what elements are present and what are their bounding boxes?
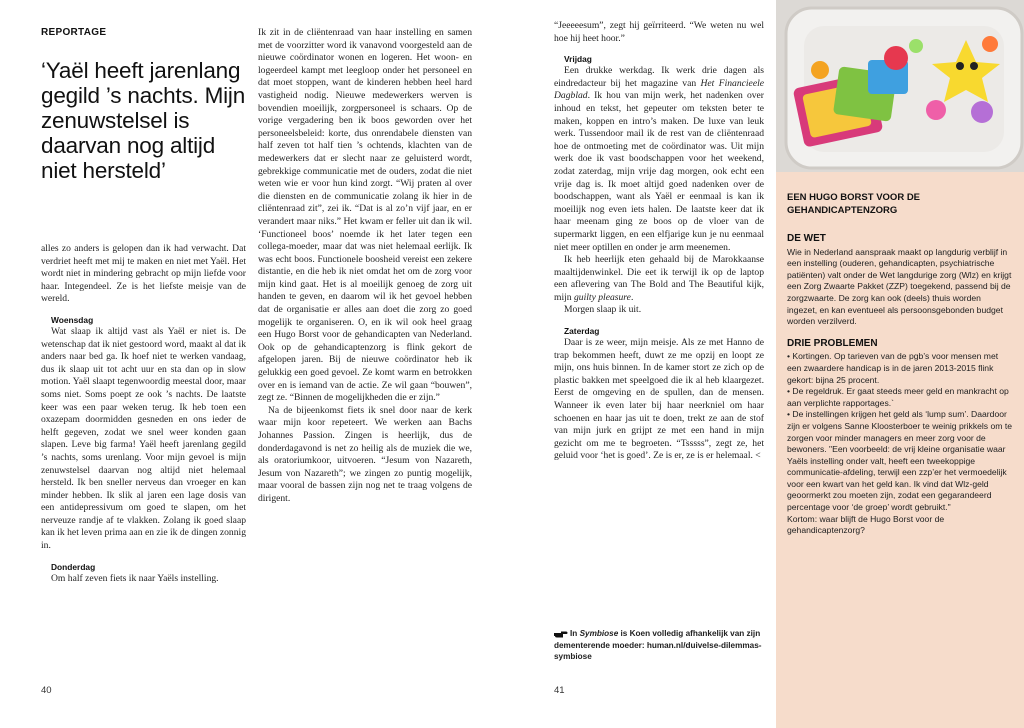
column-3 bbox=[554, 20, 764, 463]
footnote-prefix: In bbox=[570, 629, 580, 638]
pointing-hand-icon bbox=[554, 630, 568, 638]
paragraph: Om half zeven fiets ik naar Yaëls instelling. bbox=[51, 572, 219, 584]
section-label: REPORTAGE bbox=[41, 27, 107, 38]
sidebar-title: EEN HUGO BORST VOOR DE GEHANDICAPTENZORG bbox=[787, 192, 921, 216]
paragraph bbox=[554, 254, 764, 304]
photo-illustration bbox=[776, 0, 1024, 172]
sidebar-body bbox=[787, 233, 1012, 537]
headline: ‘Yaël heeft jarenlang gegild ’s nachts. Mijn zenuwstelsel is daarvan nog altijd niet hersteld’ bbox=[41, 58, 246, 183]
magazine-title: Het Financieele Dagblad bbox=[554, 77, 764, 102]
sidebar-heading-wet: DE WET bbox=[787, 233, 826, 244]
paragraph-text: . Ik hou van mijn werk, het nadenken over inhoud en tekst, het gepeuter om teksten beter te maken, koppen en intro’s maken. De luxe van leuk werk. Tussendoor mail ik de rest van de cliëntenraad hoe de ontmoeting met de coördinator was. Uit mijn werk doe ik vast boodschappen voor het weekend, zodat zaterdag, mijn vrije dag morgen, ook echt een vrije dag is. Ik moet altijd goed nadenken over de boodschappen, want als Yaël er eenmaal is kan ik moeilijk nog even iets halen. De laatste keer dat ik haar meenam ging ze boos op de vloer van de supermarkt liggen, en een elfjarige kun je nu eenmaal niet meer optillen en onder je arm meenemen. bbox=[554, 90, 764, 253]
sidebar-conclusion: Kortom: waar blijft de Hugo Borst voor de gehandicaptenzorg? bbox=[787, 513, 945, 536]
paragraph: Morgen slaap ik uit. bbox=[564, 304, 642, 316]
sidebar-heading-problemen: DRIE PROBLEMEN bbox=[787, 337, 878, 349]
paragraph: Ik zit in de cliëntenraad van haar instelling en samen met de voorzitter word ik vanavond voorgesteld aan de nieuwe coördinator wonen en logeren. Het woon- en logeerdeel kampt met leegloop onder het personeel en dat moet stoppen, want de kinderen hebben heel hard vastigheid nodig. Nieuwe medewerkers werven is bovendien moeilijk, zorgpersoneel is schaars. Op de vorige vergadering ben ik boos geworden over het personeelsbeleid: korte, dus onrendabele diensten van half zeven tot half tien ’s ochtends, klachten van de medewerkers dat er slecht naar ze geluisterd wordt, gebrekkige communicatie met de ouders, zodat die niet weten wie er voor hun kind zorgt. “Wij praten al over die diensten en de communicatie zolang ik hier in de cliëntenraad zit”, zei ik. “Dat is al zo’n vijf jaar, en er verandert maar niks.” Het kwam er feller uit dan ik wil. ‘Functioneel boos’ noemde ik het later tegen een collega-moeder, maar dat was niet helemaal eerlijk. Ik was echt boos. Functionele boosheid vereist een zekere distantie, en die heb ik niet omdat het om de zorg voor mijn kind gaat. Het is al moeilijk genoeg de zorg uit handen te geven, en daarom wil ik het gevoel hebben dat de organisatie er alles aan doet die zorg zo goed mogelijk te organiseren. O, en ik wil ook heel graag een Hugo Borst voor de gehandicapten van Nederland. Ook op de gehandicaptenzorg is flink gekort de afgelopen jaren. Bij de nieuwe coördinator heb ik gelukkig een goed gevoel. Ze komt warm en betrokken over en is iemand van de actie. Ze wil gaan “bouwen”, zegt ze. “Binnen de mogelijkheden die er zijn.” bbox=[258, 27, 472, 404]
footnote-title: Symbiose bbox=[579, 629, 619, 638]
subhead-woensdag: Woensdag bbox=[51, 314, 94, 325]
footnote-link-text[interactable]: is Koen volledig afhankelijk van zijn dementerende moeder: human.nl/duivelse-dilemmas-symbiose bbox=[554, 629, 762, 661]
sidebar-list-item: • Kortingen. Op tarieven van de pgb’s voor mensen met een zwaardere handicap is in de jaren 2013-2015 flink gekort: bijna 25 procent. bbox=[787, 351, 999, 385]
paragraph: alles zo anders is gelopen dan ik had verwacht. Dat verdriet heeft met mij te maken en niet met Yaël. Het wordt niet in mindering gebracht op mijn liefde voor haar. Integendeel. Ze is het liefste meisje van de wereld. bbox=[41, 243, 246, 305]
footnote bbox=[554, 628, 764, 663]
page-number-left: 40 bbox=[41, 685, 52, 696]
paragraph: Wat slaap ik altijd vast als Yaël er niet is. De wetenschap dat ik niet gestoord word, maakt al dat ik anders naar bed ga. Ik hoef niet te werken vandaag, dus ik slaap uit tot acht uur en sta dan op in slow motion. Yaël slaapt tegenwoordig meestal door, maar soms niet. Soms poept ze ook ’s nachts. De laatste keer was een paar weken terug. Ik heb toen een oxazepam doormidden gesneden en ons ieder de helft gegeven, zodat we snel weer konden gaan slapen. Leve big farma! Yaël heeft jarenlang gegild ’s nachts, soms urenlang. Voor mijn gevoel is mijn zenuwstelsel daarvan nog altijd niet helemaal hersteld. Ik ben sneller nerveus dan vroeger en kan minder hebben. Ik slik al jaren een lage dosis van een antidepressivum om goed te slapen, om het nerveuze randje af te vlakken. Zolang ik goed slaap kan ik het leven prima aan en zie ik de dingen zonnig in. bbox=[41, 325, 246, 552]
subhead-zaterdag: Zaterdag bbox=[564, 326, 600, 337]
paragraph bbox=[554, 65, 764, 254]
sidebar-list-item: • De instellingen krijgen het geld als ‘lump sum’. Daardoor zijn er volgens Sanne Kloosterboer te weinig prikkels om te zorgen voor minder managers en meer zorg voor de bewoners. "Een voorbeeld: de vrij kleine organisatie waar Yaëls instelling onder valt, heeft een tweekoppige communicatie-afdeling, terwijl een zzp’er het vermoedelijk voor een kwart van het geld kan. Ik vind dat Wlz-geld geoormerkt zou moeten zijn, zodat een gegarandeerd percentage voor ‘de groep’ wordt gebruikt." bbox=[787, 409, 1012, 513]
column-2 bbox=[258, 27, 472, 506]
subhead-vrijdag: Vrijdag bbox=[564, 54, 592, 65]
subhead-donderdag: Donderdag bbox=[51, 561, 96, 572]
emphasis: guilty pleasure bbox=[574, 291, 631, 303]
sidebar-paragraph: Wie in Nederland aanspraak maakt op langdurig verblijf in een instelling (ouderen, gehandicapten, psychiatrische patiënten) valt onder de Wet langdurige zorg (Wlz) en krijgt een Zorg Zwaarte Pakket (ZZP) toegekend, passend bij de zorgzwaarte. De zorg kan ook (deels) thuis worden ingezet, en kan eventueel als persoonsgebonden budget worden verzilverd. bbox=[787, 246, 1012, 327]
sidebar-list-item: • De regeldruk. Er gaat steeds meer geld en mankracht op aan verplichte rapportages.` bbox=[787, 386, 1009, 408]
paragraph-text: Ik heb heerlijk eten gehaald bij de Marokkaanse maaltijdenwinkel. Die eet ik terwijl ik op de laptop een aflevering van The Bold and The Beautiful kijk, mijn bbox=[554, 254, 764, 303]
paragraph: Daar is ze weer, mijn meisje. Als ze met Hanno de trap bekommen heeft, duwt ze me opzij en loopt ze mijn, ons huis binnen. In de kamer stort ze zich op de plastic bakken met speelgoed die ik al heb klaargezet. Eerst de omgeving en de spullen, dan de mensen. Wanneer ik even later bij haar neerkniel om haar schoenen en haar jas uit te doen, trekt ze aan de stof van mijn jurk en grijpt ze met een hand in mijn gezicht om me te begroeten. “Tsssss”, zegt ze, het geluid voor ‘het is goed’. Ze is er, ze is er helemaal. < bbox=[554, 337, 764, 462]
paragraph: Na de bijeenkomst fiets ik snel door naar de kerk waar mijn koor repeteert. We werken aan Bachs Johannes Passion. Zingen is heerlijk, dus de donderdagavond is net zo heilig als de muziek die we, als oratoriumkoor, uitvoeren. “Jesum von Nazareth, Jesum von Nazareth”; we zingen zo puntig mogelijk, maar vooral de bassen zijn nog net te traag volgens de dirigent. bbox=[258, 404, 472, 504]
paragraph-text: . bbox=[630, 291, 634, 303]
paragraph: “Jeeeeesum”, zegt hij geïrriteerd. “We weten nu wel hoe hij heet hoor.” bbox=[554, 20, 764, 44]
paragraph-text: Een drukke werkdag. Ik werk drie dagen als eindredacteur bij het magazine van bbox=[554, 65, 764, 89]
page-number-right: 41 bbox=[554, 685, 565, 696]
toy-basket-photo bbox=[776, 0, 1024, 172]
spacer bbox=[787, 328, 1012, 338]
column-1 bbox=[41, 243, 246, 585]
